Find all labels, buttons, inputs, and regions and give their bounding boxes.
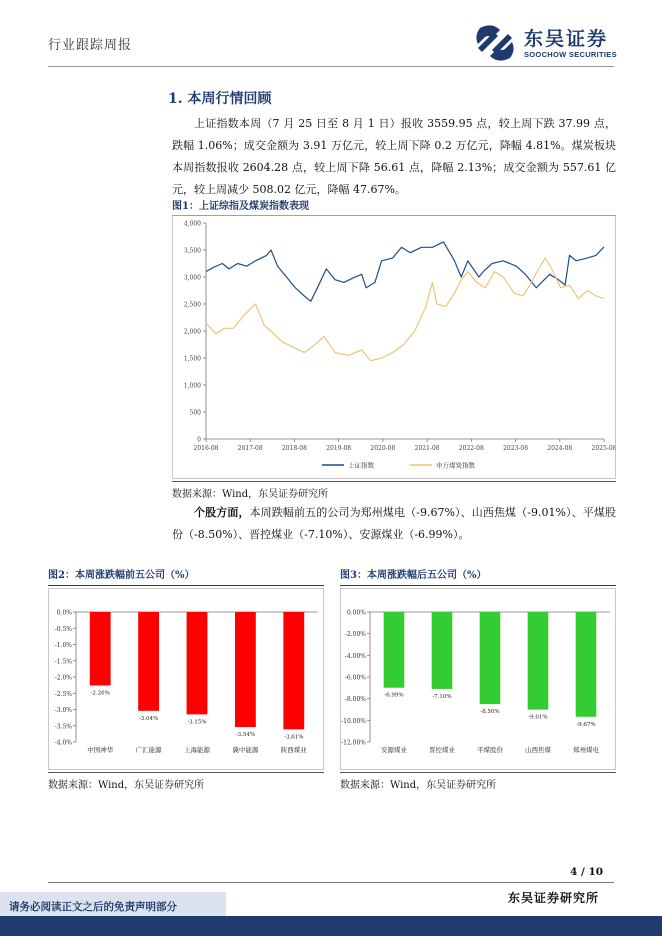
- x-tick-label: 2024-08: [547, 445, 573, 452]
- category-label: 中国神华: [87, 746, 114, 754]
- y-tick-label: -12.00%: [341, 739, 366, 747]
- y-tick-label: -4.00%: [344, 652, 366, 660]
- bar-value-label: -3.54%: [235, 732, 256, 739]
- bar: [384, 612, 405, 688]
- legend-label: 上证指数: [348, 461, 374, 470]
- stock-paragraph-lead: 个股方面，: [194, 506, 250, 519]
- series-line-sse: [206, 242, 604, 301]
- y-tick-label: -2.5%: [54, 690, 72, 698]
- y-tick-label: -10.00%: [341, 717, 366, 725]
- page-number: 4 / 10: [570, 866, 604, 878]
- bar: [576, 612, 597, 717]
- x-tick-label: 2023-08: [503, 445, 529, 452]
- y-tick-label: 0.0%: [56, 609, 72, 617]
- category-label: 上海能源: [184, 746, 210, 754]
- x-tick-label: 2025-08: [591, 445, 616, 452]
- category-label: 安源煤业: [381, 746, 407, 754]
- x-tick-label: 2021-08: [414, 445, 440, 452]
- bar: [283, 612, 304, 729]
- bar: [528, 612, 549, 710]
- figure3-title: 图3：本周涨跌幅后五公司（%）: [340, 566, 616, 586]
- footer-bar: [0, 916, 662, 936]
- x-tick-label: 2016-08: [193, 445, 219, 452]
- y-tick-label: 4,000: [183, 220, 201, 228]
- header-report-type: 行业跟踪周报: [48, 38, 133, 53]
- figure1-source: 数据来源：Wind，东吴证券研究所: [172, 481, 616, 500]
- logo-mark-icon: [476, 25, 513, 60]
- y-tick-label: -2.0%: [54, 674, 72, 682]
- category-label: 冀中能源: [232, 746, 259, 754]
- bottom-five-bar-chart: [340, 588, 616, 770]
- figure1-title: 图1：上证综指及煤炭指数表现: [172, 197, 616, 216]
- y-tick-label: 0.00%: [346, 609, 366, 617]
- bar-value-label: -7.10%: [432, 693, 452, 700]
- y-tick-label: -1.0%: [54, 642, 72, 649]
- x-tick-label: 2022-08: [458, 445, 484, 452]
- bar: [138, 612, 159, 711]
- footer-divider: [48, 882, 614, 883]
- bar: [432, 612, 453, 689]
- y-tick-label: 1,500: [183, 355, 201, 363]
- bar-value-label: -3.15%: [187, 719, 207, 726]
- bar: [480, 612, 501, 704]
- bar-value-label: -9.01%: [528, 714, 548, 721]
- y-tick-label: -1.5%: [54, 658, 72, 666]
- category-label: 陕西煤业: [280, 746, 307, 754]
- category-label: 广汇能源: [135, 746, 162, 754]
- figure2-source: 数据来源：Wind，东吴证券研究所: [48, 772, 324, 791]
- y-tick-label: 3,500: [183, 247, 201, 255]
- chart-frame: [49, 589, 324, 770]
- y-tick-label: 1,000: [183, 382, 201, 390]
- bar-value-label: -3.04%: [138, 715, 159, 722]
- y-tick-label: -6.00%: [344, 674, 366, 682]
- figure2-title: 图2：本周涨跌幅前五公司（%）: [48, 566, 324, 586]
- header-divider: [48, 66, 614, 67]
- section-title: 1. 本周行情回顾: [168, 91, 272, 107]
- index-line-chart: [172, 215, 616, 479]
- y-tick-label: -3.0%: [54, 707, 72, 714]
- top-five-bar-chart: [48, 588, 324, 770]
- stock-paragraph-text: 本周跌幅前五的公司为郑州煤电（-9.67%）、山西焦煤（-9.01%）、平煤股份（-8.50%）、晋控煤业（-7.10%）、安源煤业（-6.99%）。: [172, 506, 616, 541]
- footer-org: 东吴证券研究所: [508, 891, 600, 905]
- bar-value-label: -2.26%: [90, 690, 110, 697]
- y-tick-label: 0: [197, 436, 201, 444]
- bar-value-label: -8.50%: [480, 709, 500, 716]
- disclaimer-note: 请务必阅读正文之后的免责声明部分: [0, 892, 226, 916]
- y-tick-label: -3.5%: [54, 723, 72, 731]
- x-tick-label: 2019-08: [326, 445, 352, 452]
- bar: [90, 612, 111, 685]
- y-tick-label: 2,000: [183, 328, 201, 336]
- market-review-paragraph: 上证指数本周（7 月 25 日至 8 月 1 日）报收 3559.95 点，较上周下跌 37.99 点，跌幅 1.06%；成交金额为 3.91 万亿元，较上周下降 0.2 万亿元，降幅 4.81%。煤炭板块本周指数报收 2604.28 点，较上周下降 56.61 点，降幅 2.13%；成交金额为 557.61 亿元，较上周减少 508.02 亿元，降幅 47.67%。: [172, 117, 616, 196]
- stock-paragraph: [172, 502, 616, 546]
- bar-value-label: -6.99%: [384, 692, 404, 699]
- category-label: 晋控煤业: [429, 746, 455, 754]
- y-tick-label: 3,000: [183, 274, 201, 282]
- y-tick-label: -8.00%: [344, 696, 366, 704]
- y-tick-label: -4.0%: [54, 739, 72, 747]
- bar-value-label: -9.67%: [576, 721, 596, 728]
- logo-name: 东吴证券: [524, 28, 609, 50]
- y-tick-label: -0.5%: [54, 625, 72, 633]
- y-tick-label: -2.00%: [344, 631, 366, 639]
- legend-label: 申万煤炭指数: [436, 461, 475, 470]
- x-tick-label: 2017-08: [237, 445, 263, 452]
- figure3-source: 数据来源：Wind，东吴证券研究所: [340, 772, 616, 791]
- y-tick-label: 2,500: [183, 301, 201, 309]
- x-tick-label: 2020-08: [370, 445, 396, 452]
- logo-english: SOOCHOW SECURITIES: [524, 50, 617, 59]
- x-tick-label: 2018-08: [281, 445, 307, 452]
- category-label: 山西焦煤: [525, 746, 551, 754]
- bar: [187, 612, 208, 714]
- y-tick-label: 500: [189, 409, 201, 417]
- chart-frame: [341, 589, 616, 770]
- series-line-coal: [206, 258, 604, 361]
- bar-value-label: -3.61%: [284, 734, 304, 741]
- category-label: 郑州煤电: [573, 746, 599, 754]
- bar: [235, 612, 256, 727]
- category-label: 平煤股份: [477, 746, 503, 754]
